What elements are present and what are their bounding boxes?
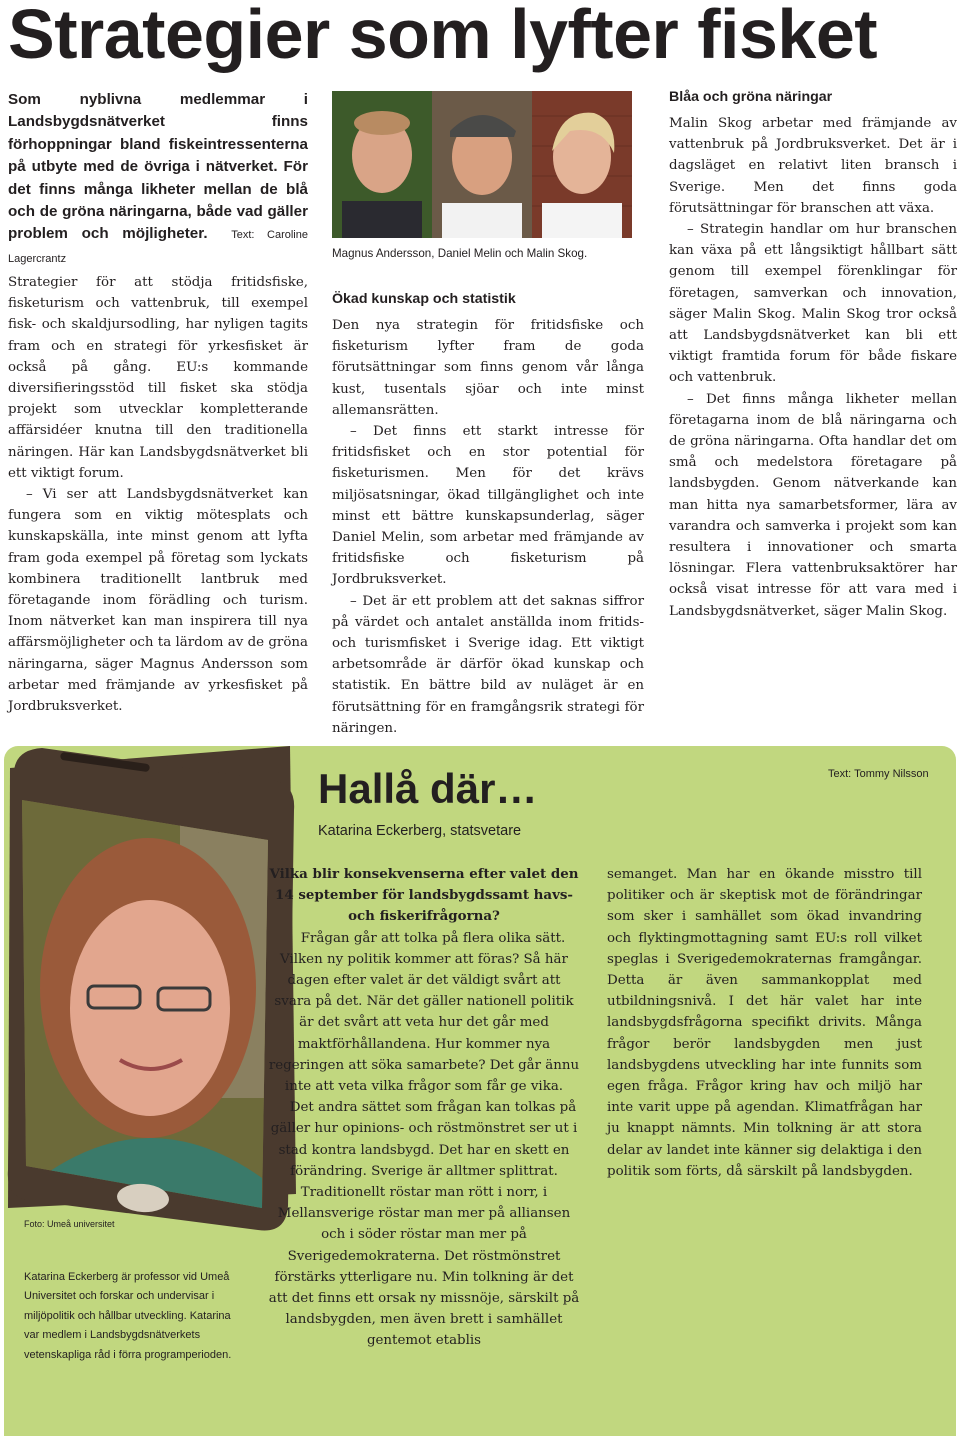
article-column-2	[332, 315, 644, 739]
paragraph: Den nya strategin för fritidsfiske och fisketurism lyfter fram de goda förutsättningar som finns genom vår långa kust, tusentals sjöar och inte minst allemansrätten.	[332, 318, 644, 418]
paragraph: – Vi ser att Landsbygdsnätverket kan fungera som en viktig mötesplats och kunskapskälla, inte minst genom att lyfta fram goda exempel på företag som lyckats kombinera traditionellt lantbruk med företagande inom förädling och turism. Inom nätverket kan man inspirera till nya affärsmöjligheter och ta lärdom av de gröna näringarna, säger Magnus Andersson som arbetar med främjande av yrkesfisket på Jordbruksverket.	[8, 487, 308, 715]
photo-caption: Magnus Andersson, Daniel Melin och Malin Skog.	[332, 247, 588, 260]
paragraph: – Det är ett problem att det saknas siffror på värdet och antalet anställda inom fritids- och turismfisket i Sverige idag. Ett viktigt arbetsområde är därför ökad kunskap och statistik. En bättre bild av nuläget är en förutsättning för en framgångsrik strategi för näringen.	[332, 593, 644, 736]
paragraph: Strategier för att stödja fritidsfiske, fisketurism och vattenbruk, till exempel fisk- och skaldjursodling, har nyligen tagits fram och en strategi för yrkesfisket är också på gång. EU:s kommande diversifieringsstöd till fisket ska stödja projekt som utvecklar kompletterande affärsidéer knutna till den traditionella näringen. Här kan Landsbygdsnätverket bli ett viktigt forum.	[8, 275, 308, 481]
interview-subtitle: Katarina Eckerberg, statsvetare	[318, 823, 522, 839]
interview-title: Hallå där…	[318, 765, 538, 812]
interview-column-2	[607, 864, 922, 1182]
bio-text: Katarina Eckerberg är professor vid Umeå Universitet och forskar och undervisar i miljöpolitik och hållbar utveckling. Katarina var medlem i Landsbygdsnätverkets vetenskapliga råd i förra programperioden.	[24, 1271, 232, 1361]
portraits-image	[332, 91, 632, 238]
page-title: Strategier som lyfter fisket	[8, 0, 878, 73]
interview-byline: Text: Tommy Nilsson	[828, 768, 929, 780]
photo-credit: Foto: Umeå universitet	[24, 1219, 115, 1229]
paragraph: – Strategin handlar om hur branschen kan växa på ett långsiktigt hållbart sätt genom till exempel förenklingar för företagen, samverkan och innovation, säger Malin Skog. Malin Skog tror också att Landsbygdsnätverket kan bli ett viktigt framtida forum för både fiskare och vattenbruk.	[669, 222, 957, 386]
ingress	[8, 89, 308, 270]
paragraph: Malin Skog arbetar med främjande av vattenbruk på Jordbruksverket. Det är i dagsläget en relativt liten bransch i Sverige. Men det finns goda förutsättningar för branschen att växa.	[669, 116, 957, 216]
paragraph: – Det finns ett starkt intresse för fritidsfisket och en stor potential för fisketurismen. Men för det krävs miljösatsningar, ökad tillgänglighet och inte minst ett bättre kunskapsunderlag, säger Daniel Melin, som arbetar med främjande av fritidsfiske och fisketurism på Jordbruksverket.	[332, 424, 644, 588]
section-heading: Blåa och gröna näringar	[669, 89, 833, 105]
section-heading: Ökad kunskap och statistik	[332, 291, 516, 307]
interview-question: Vilka blir konsekvenserna efter valet den 14 september för landsbygdssamt havs- och fiskerifrågorna?	[269, 866, 579, 925]
article-column-1	[8, 272, 308, 717]
article-column-3	[669, 113, 957, 622]
paragraph: – Det finns många likheter mellan företagarna inom de blå näringarna och de gröna näringarna. Ofta handlar det om små och medelstora företagare på landsbygden. Genom nätverkande kan man hitta nya samarbetsformer, lära av varandra och samverka i projekt som kan resultera i innovationer och smarta lösningar. Flera vattenbruksaktörer har också visat intresse för att vara med i Landsbygdsnätverket, säger Malin Skog.	[669, 391, 957, 619]
article-byline: Text: Caroline Lagercrantz	[8, 229, 308, 265]
paragraph: semanget. Man har en ökande misstro till politiker och är skeptisk mot de förändringar som sker i samhället som ökad invandring och flyktingmottagning samt EU:s roll vilket speglas i Sverigedemokraternas framgångar. Detta är även sammankopplat med utbildningsnivå. I det här valet har inte landsbygdsfrågorna specifikt drivits. Många frågor berör landsbygden men just landsbygdens utveckling har inte funnits som egen fråga. Frågor kring hav och miljö har inte varit uppe på agendan. Klimatfrågan har ju knappt nämnts. Min tolkning är att stora delar av landet inte känner sig delaktiga i den politik som förts, då särskilt på landsbygden.	[607, 867, 922, 1179]
paragraph: Det andra sättet som frågan kan tolkas på gäller hur opinions- och röstmönstret ser ut i stad kontra landsbygd. Det har en skett en förändring. Sverige är alltmer splittrat. Traditionellt röstar man rött i norr, i Mellansverige röstar man mer på alliansen och i söder röstar man mer på Sverigedemokraterna. Det röstmönstret förstärks ytterligare nu. Min tolkning är det att det finns ett orsak ny missnöje, särskilt på landsbygden, men även brett i samhället gentemot etablis	[268, 1100, 580, 1349]
paragraph: Frågan går att tolka på flera olika sätt. Vilken ny politik kommer att föras? Så här dagen efter valet är det väldigt svårt att svara på det. När det gäller nationell politik är det svårt att veta hur det går med maktförhållandena. Hur kommer nya regeringen att söka samarbete? Det går ännu inte att veta vilka frågor som får ge vika.	[268, 930, 580, 1095]
portrait-photo-group	[332, 91, 632, 238]
ingress-text: Som nyblivna medlemmar i Landsbygdsnätverket finns förhoppningar bland fiskeintressenterna på utbyte med de övriga i nätverket. För det finns många likheter mellan de blå och de gröna näringarna, både vad gäller problem och möjligheter.	[8, 91, 308, 243]
interview-column-1	[268, 864, 580, 1352]
